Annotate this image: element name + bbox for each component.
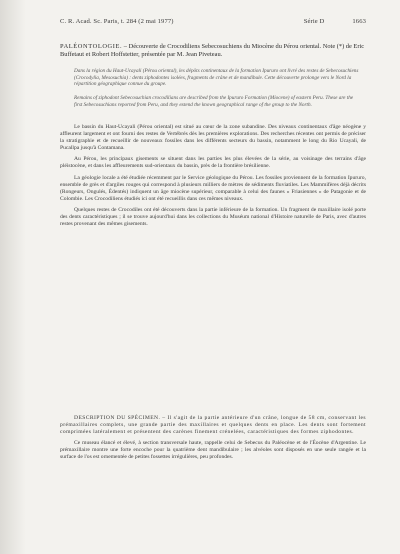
paragraph: Quelques restes de Crocodiles ont été découverts dans la partie inférieure de la formation. Un fragment de maxillaire isolé porte des dents caractéristiques ; il se trouve aujourd'hui dans les collections du Muséum national d'Histoire naturelle de Paris, avec d'autres restes provenant des mêmes gisements. xyxy=(60,206,366,228)
paragraph: Le bassin du Haut-Ucayali (Pérou oriental) est situé au cœur de la zone subandine. Des niveaux continentaux d'âge néogène y affleurent largement et ont fourni des restes de Vertébrés dès les premières explorations. Des recherches récentes ont permis de préciser la stratigraphie et de recueillir de nouveaux fossiles dans les différents secteurs du bassin, notamment le long du Rio Ucayali, de Pucallpa jusqu'à Contamana. xyxy=(60,124,366,152)
title-text: – Découverte de Crocodiliens Sebecosuchiens du Miocène du Pérou oriental. Note (*) de Eric Buffetaut et Robert Hoffstetter, présentée par M. Jean Piveteau. xyxy=(60,43,365,59)
page-edge-shadow xyxy=(0,0,26,554)
paragraph: La géologie locale a été étudiée récemment par le Service géologique du Pérou. Les fossiles proviennent de la formation Ipururo, ensemble de grès et d'argiles rouges qui correspond à plusieurs milliers de mètres de sédiments fluviatiles. Les Mammifères déjà décrits (Rongeurs, Ongulés, Édentés) indiquent un âge miocène supérieur, comparable à celui des faunes « Friasiennes » de Patagonie et de Colombie. Les Crocodiliens étudiés ici ont été recueillis dans ces mêmes niveaux. xyxy=(60,174,366,202)
header-series: Série D xyxy=(303,18,325,25)
paragraph: Au Pérou, les principaux gisements se situent dans les parties les plus élevées de la série, au voisinage des terrains d'âge pléistocène, et dans les affleurements sud-orientaux du bassin, près de la frontière brésilienne. xyxy=(60,156,366,170)
paragraph: DESCRIPTION DU SPÉCIMEN. – Il s'agit de la partie antérieure d'un crâne, longue de 58 cm, conservant les prémaxillaires complets, une grande partie des maxillaires et quelques dents en place. Les dents sont fortement comprimées latéralement et présentent des carènes finement crénelées, caractéristiques des formes ziphodontes. xyxy=(60,415,366,436)
paragraph: Ce museau élancé et élevé, à section transversale haute, rappelle celui de Sebecus du Paléocène et de l'Éocène d'Argentine. Le prémaxillaire montre une forte encoche pour la quatrième dent mandibulaire ; les alvéoles sont disposés en une seule rangée et la surface de l'os est ornementée de petites fossettes irrégulières, peu profondes. xyxy=(60,440,366,461)
abstract-english: Remains of ziphodont Sebecosuchian crocodilians are described from the Ipururo Formation (Miocene) of eastern Peru. These are the first Sebecosuchians reported from Peru, and they extend the known geographical range of the group to the North. xyxy=(74,95,354,108)
section-rubric: PALÉONTOLOGIE. xyxy=(60,43,123,50)
body-text-top xyxy=(60,124,366,232)
header-citation: C. R. Acad. Sc. Paris, t. 284 (2 mai 1977) xyxy=(60,18,174,25)
header-right xyxy=(304,18,366,25)
body-text-bottom xyxy=(60,415,366,466)
article-title xyxy=(60,43,366,60)
running-header xyxy=(60,18,366,25)
header-page-number: 1663 xyxy=(352,18,366,25)
abstract-french: Dans la région du Haut-Ucayali (Pérou oriental), les dépôts continentaux de la formation Ipururo ont livré des restes de Sebecosuchiens (Crocodylia, Mesosuchia) : dents ziphodontes isolées, fragments de crâne et de mandibule. Cette découverte prolonge vers le Nord la répartition géographique connue du groupe. xyxy=(74,68,359,87)
